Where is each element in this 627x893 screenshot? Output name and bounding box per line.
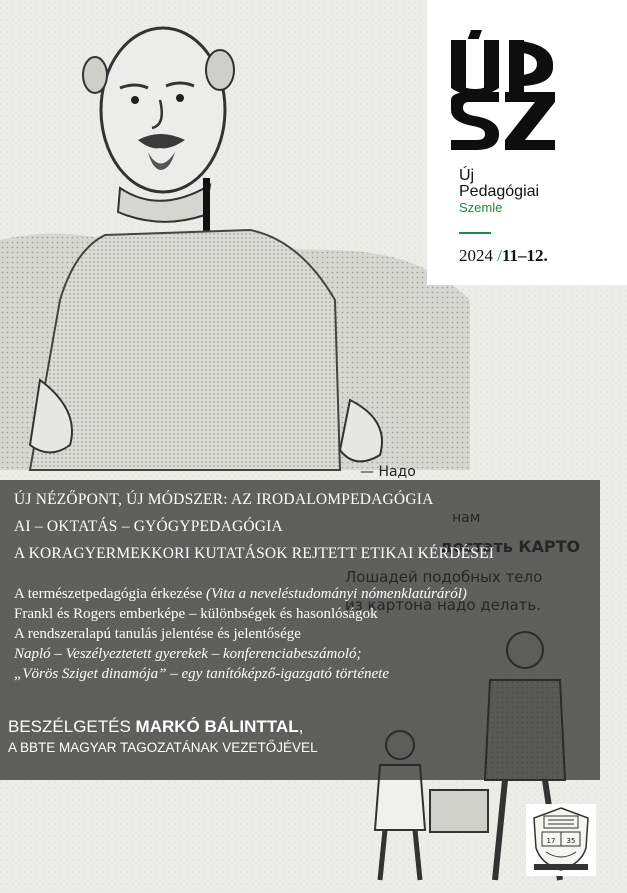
article-3: A rendszeralapú tanulás jelentése és jelentősége: [14, 626, 301, 642]
seal-year-right: 35: [566, 837, 576, 845]
issue-id: 11–12.: [501, 246, 548, 265]
upsz-logo-icon: [449, 30, 561, 152]
article-4: [14, 644, 467, 664]
university-seal-icon: [526, 804, 596, 876]
apron-shape: [30, 230, 340, 470]
interview-suffix: ,: [298, 717, 304, 736]
issue-number: [459, 246, 548, 266]
journal-name-line1: Új: [459, 167, 475, 184]
article-5-title: „Vörös Sziget dinamója” – egy tanítóképző-igazgató története: [14, 666, 389, 682]
journal-name-line3: Szemle: [459, 200, 503, 215]
article-2: Frankl és Rogers emberképe – különbségek és hasonlóságok: [14, 606, 378, 622]
issue-year: 2024: [459, 246, 493, 265]
interview-line2: A BBTE MAGYAR TAGOZATÁNAK VEZETŐJÉVEL: [8, 740, 318, 755]
headline-2: AI – OKTATÁS – GYÓGYPEDAGÓGIA: [14, 518, 283, 535]
svg-text:— Надо: — Надо: [360, 464, 416, 480]
headline-1: ÚJ NÉZŐPONT, ÚJ MÓDSZER: AZ IRODALOMPEDAGÓGIA: [14, 491, 434, 508]
issue-slash: /: [497, 246, 502, 265]
logo-panel: [427, 0, 627, 285]
journal-name: [459, 168, 539, 216]
interview-feature: [8, 716, 318, 758]
article-1-title: A természetpedagógia érkezése: [14, 586, 206, 602]
article-1-subtitle: (Vita a neveléstudományi nómenklatúráról): [205, 586, 467, 602]
journal-name-line2: Pedagógiai: [459, 183, 540, 200]
headlines: [14, 486, 494, 567]
article-5: [14, 664, 467, 684]
interview-name: MARKÓ BÁLINTTAL: [135, 717, 299, 736]
headline-3: A KORAGYERMEKKORI KUTATÁSOK REJTETT ETIKAI KÉRDÉSEI: [14, 545, 495, 562]
interview-line1: [8, 716, 318, 738]
article-list: [14, 584, 467, 684]
article-4-title: Napló – Veszélyeztetett gyerekek – konferenciabeszámoló;: [14, 646, 362, 662]
interview-prefix: BESZÉLGETÉS: [8, 717, 136, 736]
accent-rule: [459, 232, 491, 234]
article-1: [14, 584, 467, 604]
seal-year-left: 17: [546, 837, 556, 845]
